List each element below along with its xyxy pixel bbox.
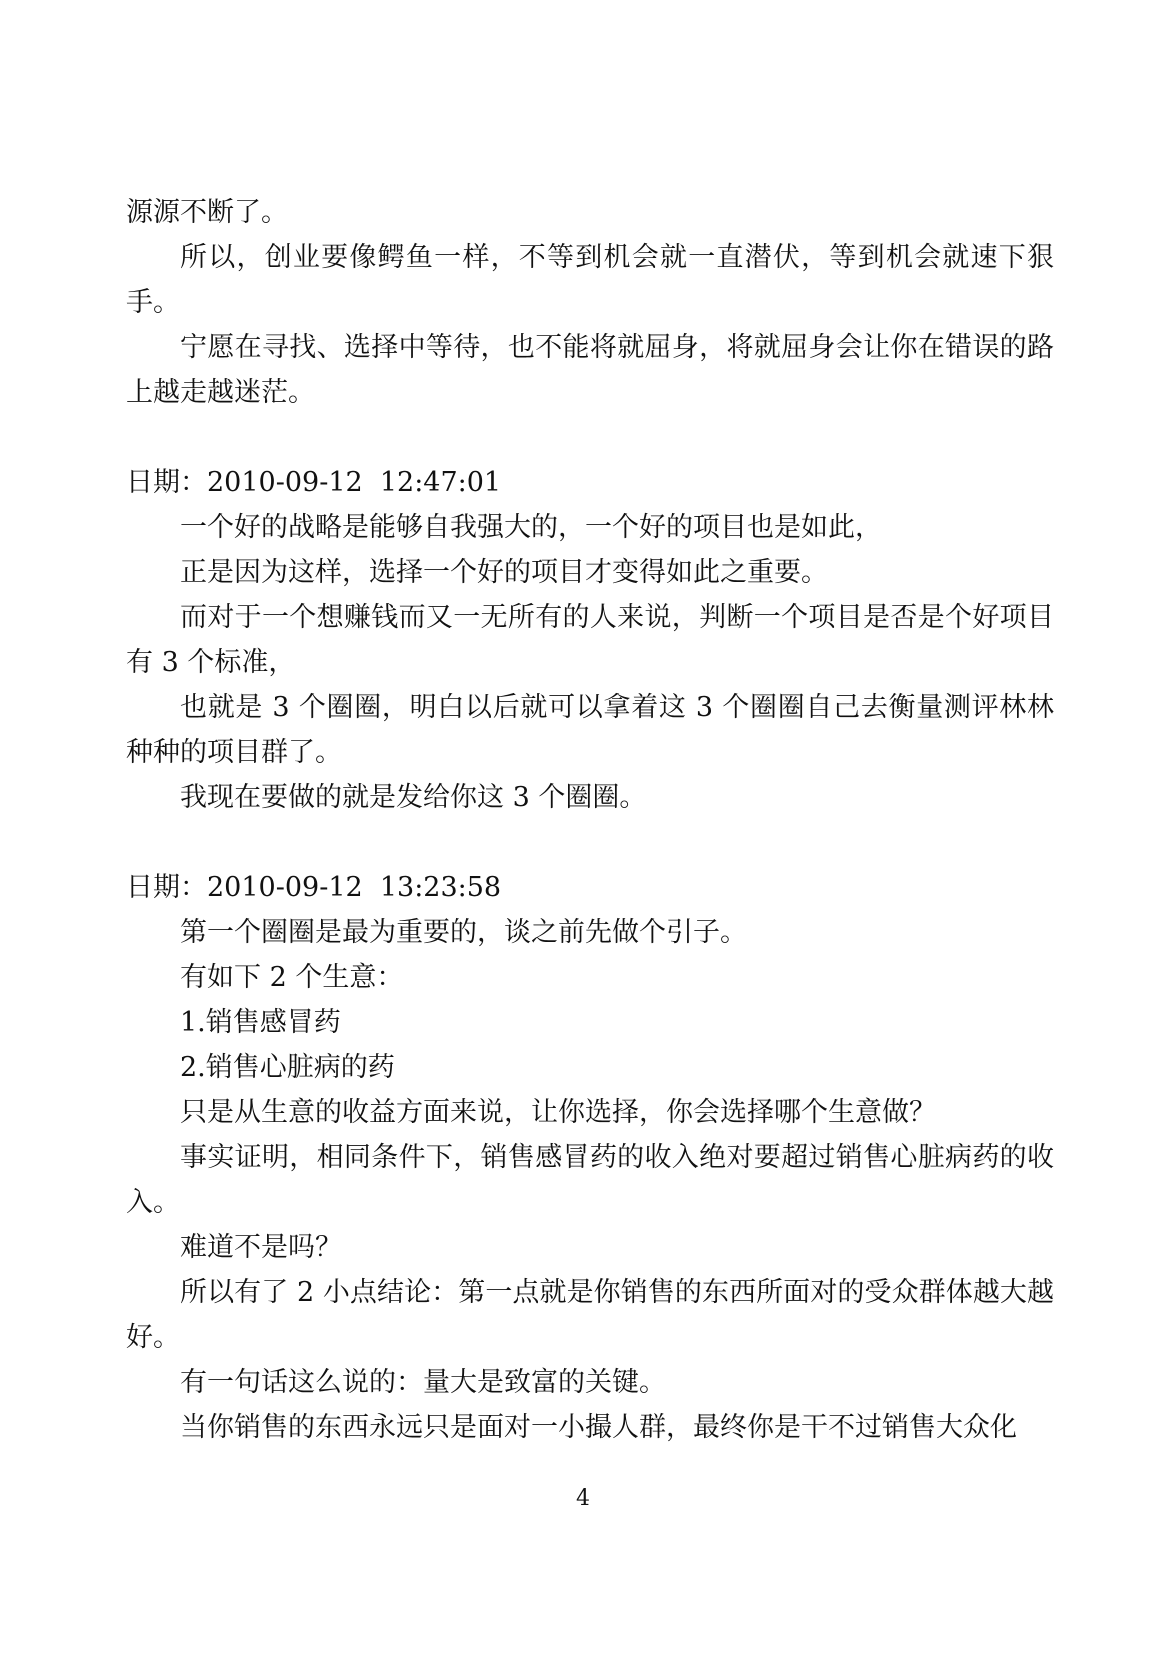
paragraph-continuation: 源源不断了。 (126, 197, 288, 228)
list-item: 1.销售感冒药 (180, 1007, 341, 1038)
blank-line (126, 820, 1054, 865)
paragraph: 事实证明，相同条件下，销售感冒药的收入绝对要超过销售心脏病药的收入。 (126, 1142, 1054, 1218)
paragraph: 有如下 2 个生意： (180, 962, 404, 993)
paragraph: 也就是 3 个圈圈，明白以后就可以拿着这 3 个圈圈自己去衡量测评林林种种的项目群了。 (126, 692, 1054, 768)
paragraph: 当你销售的东西永远只是面对一小撮人群，最终你是干不过销售大众化 (180, 1412, 1017, 1443)
list-item: 2.销售心脏病的药 (180, 1052, 395, 1083)
paragraph: 所以有了 2 小点结论：第一点就是你销售的东西所面对的受众群体越大越好。 (126, 1277, 1054, 1353)
entry-date: 日期：2010-09-12 12:47:01 (126, 467, 502, 498)
paragraph: 有一句话这么说的：量大是致富的关键。 (180, 1367, 666, 1398)
paragraph: 我现在要做的就是发给你这 3 个圈圈。 (180, 782, 647, 813)
paragraph: 一个好的战略是能够自我强大的，一个好的项目也是如此， (180, 512, 882, 543)
paragraph: 正是因为这样，选择一个好的项目才变得如此之重要。 (180, 557, 828, 588)
paragraph: 难道不是吗？ (180, 1232, 342, 1263)
blank-line (126, 415, 1054, 460)
paragraph: 只是从生意的收益方面来说，让你选择，你会选择哪个生意做？ (180, 1097, 936, 1128)
page-number: 4 (576, 1486, 590, 1511)
entry-date: 日期：2010-09-12 13:23:58 (126, 872, 502, 903)
page-content (126, 190, 1054, 1450)
paragraph: 而对于一个想赚钱而又一无所有的人来说，判断一个项目是否是个好项目有 3 个标准， (126, 602, 1054, 678)
paragraph: 宁愿在寻找、选择中等待，也不能将就屈身，将就屈身会让你在错误的路上越走越迷茫。 (126, 332, 1054, 408)
paragraph: 第一个圈圈是最为重要的，谈之前先做个引子。 (180, 917, 747, 948)
paragraph: 所以，创业要像鳄鱼一样，不等到机会就一直潜伏，等到机会就速下狠手。 (126, 242, 1054, 318)
